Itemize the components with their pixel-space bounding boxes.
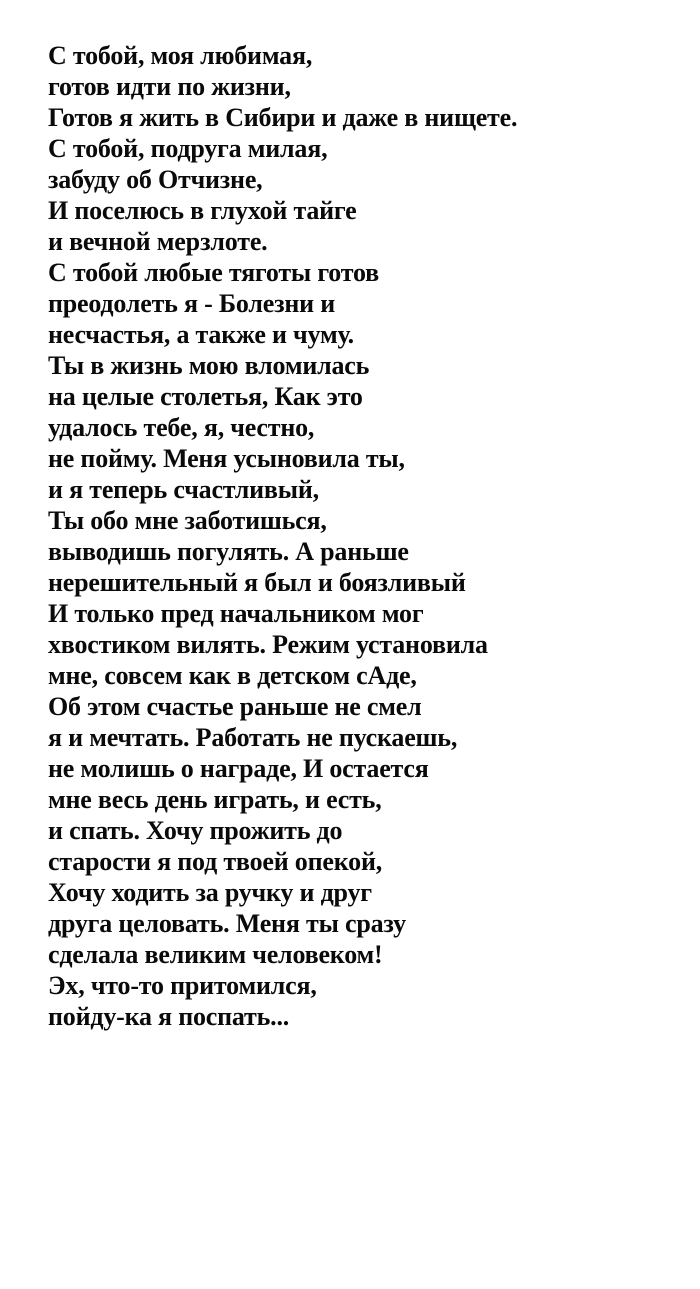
poem-line: С тобой, подруга милая, <box>48 134 328 163</box>
poem-line: мне, совсем как в детском сАде, <box>48 661 417 690</box>
poem-line: забуду об Отчизне, <box>48 165 263 194</box>
poem-line: и я теперь счастливый, <box>48 475 319 504</box>
poem-line: С тобой любые тяготы готов <box>48 258 379 287</box>
poem-line: удалось тебе, я, честно, <box>48 413 315 442</box>
poem-line: С тобой, моя любимая, <box>48 41 313 70</box>
poem-line: выводишь погулять. А раньше <box>48 537 409 566</box>
poem-line: не пойму. Меня усыновила ты, <box>48 444 405 473</box>
poem-line: И только пред начальником мог <box>48 599 424 628</box>
poem-line: я и мечтать. Работать не пускаешь, <box>48 723 458 752</box>
poem-line: не молишь о награде, И остается <box>48 754 429 783</box>
poem-line: Хочу ходить за ручку и друг <box>48 878 372 907</box>
poem-line: мне весь день играть, и есть, <box>48 785 382 814</box>
poem-line: Готов я жить в Сибири и даже в нищете. <box>48 103 518 132</box>
poem-line: друга целовать. Меня ты сразу <box>48 909 406 938</box>
poem-line: преодолеть я - Болезни и <box>48 289 335 318</box>
poem-line: готов идти по жизни, <box>48 72 291 101</box>
poem-text <box>48 40 688 1032</box>
poem-line: несчастья, а также и чуму. <box>48 320 354 349</box>
poem-line: Ты в жизнь мою вломилась <box>48 351 370 380</box>
poem-line: Эх, что-то притомился, <box>48 971 317 1000</box>
poem-line: и вечной мерзлоте. <box>48 227 268 256</box>
poem-line: И поселюсь в глухой тайге <box>48 196 357 225</box>
poem-line: на целые столетья, Как это <box>48 382 363 411</box>
poem-line: Ты обо мне заботишься, <box>48 506 327 535</box>
poem-line: и спать. Хочу прожить до <box>48 816 343 845</box>
poem-line: Об этом счастье раньше не смел <box>48 692 422 721</box>
poem-line: пойду-ка я поспать... <box>48 1002 290 1031</box>
poem-line: старости я под твоей опекой, <box>48 847 383 876</box>
poem-line: хвостиком вилять. Режим установила <box>48 630 488 659</box>
poem-line: сделала великим человеком! <box>48 940 383 969</box>
poem-line: нерешительный я был и боязливый <box>48 568 466 597</box>
